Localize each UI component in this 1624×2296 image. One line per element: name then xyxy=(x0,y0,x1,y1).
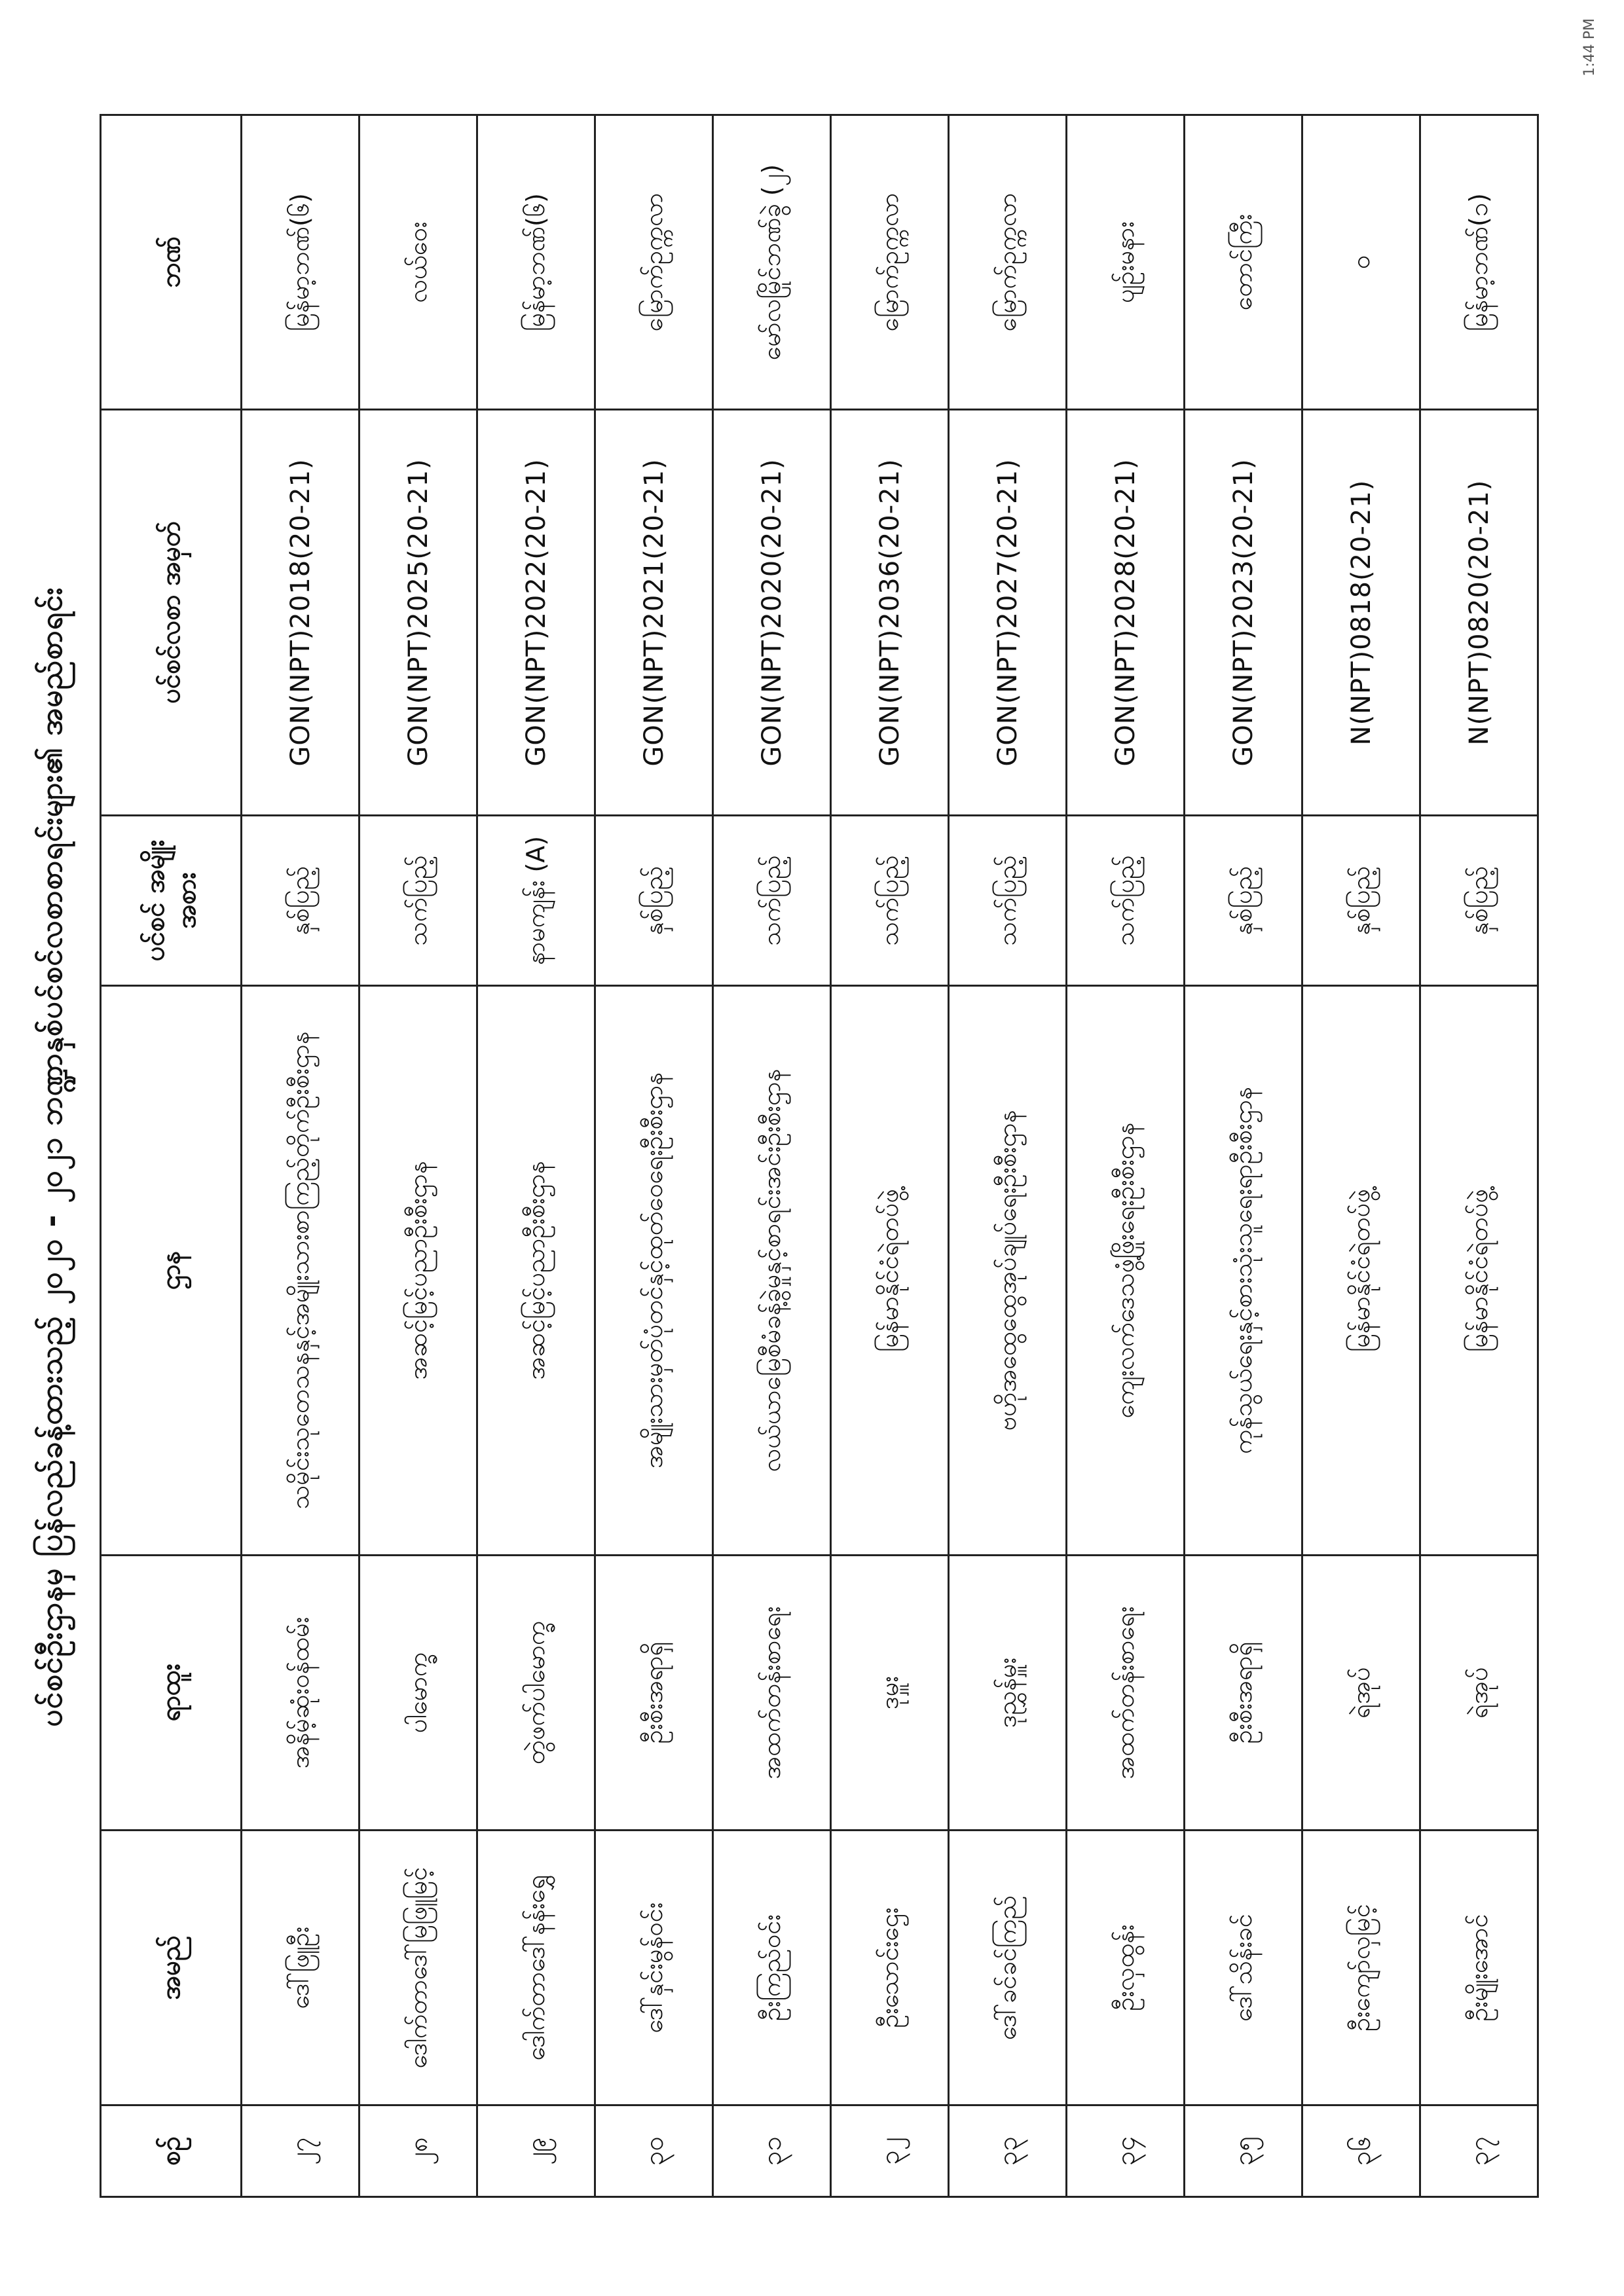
cell-pension-type: နှစ်ပြည့် xyxy=(1302,816,1420,986)
cell-bank: ဝ xyxy=(1302,115,1420,410)
cell-name: ဦးသောင်းဌေး xyxy=(831,1831,949,2105)
cell-sn: ၂၇ xyxy=(242,2105,360,2197)
cell-name: ဦးမျိုးအောင် xyxy=(1420,1831,1538,2105)
header-bank: ဘဏ် xyxy=(101,115,242,410)
cell-sn: ၃၆ xyxy=(1302,2105,1420,2197)
header-department: ဌာန xyxy=(101,986,242,1556)
cell-sn: ၃၁ xyxy=(713,2105,831,2197)
cell-name: ဦးကြည်ဝင်း xyxy=(713,1831,831,2105)
cell-sn: ၂၉ xyxy=(477,2105,595,2197)
cell-pension-type: သက်ပြည့် xyxy=(949,816,1067,986)
cell-bank: မြောက်ဥက္ကလာ xyxy=(595,115,713,410)
table-header-row xyxy=(101,115,242,2197)
cell-department: အဆင့်မြင့်ပညာဦးစီးဌာန xyxy=(477,986,595,1556)
cell-pension-type: နှစ်ပြည့် xyxy=(1420,816,1538,986)
table-row xyxy=(360,115,477,2197)
cell-rank: ဦးစီးအရာရှိ xyxy=(595,1556,713,1831)
cell-rank: ဦးစီးအရာရှိ xyxy=(1185,1556,1302,1831)
cell-sn: ၃၂ xyxy=(831,2105,949,2197)
cell-department: ဗဟိုအထွေထွေအုပ်ချုပ်ရေးဦးစီးဌာန xyxy=(949,986,1067,1556)
cell-name: ဒေါ်သိန်းခင် xyxy=(1185,1831,1302,2105)
cell-rank: ရဲအုပ် xyxy=(1420,1556,1538,1831)
cell-bank: မြန်မာ့ဘဏ်(၁) xyxy=(1420,115,1538,410)
cell-department: မြန်မာနိုင်ငံရဲတပ်ဖွဲ့ xyxy=(831,986,949,1556)
cell-bank: မြောက်ဥက္ကလာ xyxy=(949,115,1067,410)
cell-name: ဒေါ်နှင်းမွန်ဝင်း xyxy=(595,1831,713,2105)
header-pension-type: ပင်စင် အမျိုးအစား xyxy=(101,816,242,986)
cell-sn: ၃၅ xyxy=(1185,2105,1302,2197)
cell-permit-number: N(NPT)0818(20-21) xyxy=(1302,410,1420,816)
table-row xyxy=(477,115,595,2197)
cell-permit-number: N(NPT)0820(20-21) xyxy=(1420,410,1538,816)
cell-sn: ၃၄ xyxy=(1067,2105,1185,2197)
table-row xyxy=(1067,115,1185,2197)
cell-name: ဒေါက်တာဒေါ်မြဖြူမြင့် xyxy=(360,1831,477,2105)
cell-sn: ၂၈ xyxy=(360,2105,477,2197)
cell-department: မြန်မာနိုင်ငံရဲတပ်ဖွဲ့ xyxy=(1302,986,1420,1556)
cell-rank: တွဲဖက်ပါမောက္ခ xyxy=(477,1556,595,1831)
table-row xyxy=(831,115,949,2197)
cell-pension-type: နှစ်ပြည့် xyxy=(242,816,360,986)
table-row xyxy=(1185,115,1302,2197)
pension-table xyxy=(100,114,1539,2198)
cell-sn: ၃၀ xyxy=(595,2105,713,2197)
cell-pension-type: နှစ်ပြည့် xyxy=(595,816,713,986)
cell-rank: အနိမ့်ဆုံးဝန်ထမ်း xyxy=(242,1556,360,1831)
cell-name: ဒေါက်တာဒေါ်နန်းရွှေ xyxy=(477,1831,595,2105)
document-title: ပင်စင်ဦးဌာနမှ ပြန်လည်ခန့်ထားသည့် ၂၀၂၀ - ၂၀၂၁ ဘဏ္ဍာနှစ်ပင်စင်လစာစာရင်းများ၏ အမည်စာရင်း xyxy=(33,587,69,1727)
cell-bank: မြန်မာ့ဘဏ်(၆) xyxy=(242,115,360,410)
cell-pension-type: နာမကျန်း (A) xyxy=(477,816,595,986)
cell-name: ဒေါ်ခင်ခင်ကြည် xyxy=(949,1831,1067,2105)
cell-department: မြန်မာနိုင်ငံရဲတပ်ဖွဲ့ xyxy=(1420,986,1538,1556)
table-row xyxy=(1420,115,1538,2197)
cell-pension-type: သက်ပြည့် xyxy=(713,816,831,986)
header-sn: စဉ် xyxy=(101,2105,242,2197)
cell-pension-type: သက်ပြည့် xyxy=(831,816,949,986)
cell-sn: ၃၇ xyxy=(1420,2105,1538,2197)
cell-name: ဦးကျော်လှမြင့် xyxy=(1302,1831,1420,2105)
cell-rank: အထက်တန်းစာရေး xyxy=(713,1556,831,1831)
cell-department: အမျိုးသားမှတ်ပုံတင်နှင့်ထုတ်ဝေရေးဦးစီးဌာန xyxy=(595,986,713,1556)
cell-bank: မော်လမြိုင်ဘဏ်ခွဲ (၂) xyxy=(713,115,831,410)
cell-bank: လယ်ဝေး xyxy=(360,115,477,410)
cell-permit-number: GON(NPT)2027(20-21) xyxy=(949,410,1067,816)
cell-rank: ဒုမှူး xyxy=(831,1556,949,1831)
cell-department: ကုန်သွယ်ရေးနှင့်စားသုံးသူရေးရာဦးစီးဌာန xyxy=(1185,986,1302,1556)
header-rank: ရာထူး xyxy=(101,1556,242,1831)
cell-permit-number: GON(NPT)2028(20-21) xyxy=(1067,410,1185,816)
table-row xyxy=(1302,115,1420,2197)
header-name: အမည် xyxy=(101,1831,242,2105)
cell-permit-number: GON(NPT)2020(20-21) xyxy=(713,410,831,816)
cell-permit-number: GON(NPT)2021(20-21) xyxy=(595,410,713,816)
cell-name: ဒေါ်ဖြူဦး xyxy=(242,1831,360,2105)
table-row xyxy=(595,115,713,2197)
cell-pension-type: နှစ်ပြည့် xyxy=(1185,816,1302,986)
table-row xyxy=(242,115,360,2197)
table-row xyxy=(713,115,831,2197)
cell-rank: ပါမောက္ခ xyxy=(360,1556,477,1831)
cell-bank: မြန်မာ့ဘဏ်(၆) xyxy=(477,115,595,410)
cell-department: လယ်ယာမြေစီမံခန့်ခွဲမှုနှင့်စာရင်းအင်းဦးစီးဌာန xyxy=(713,986,831,1556)
cell-pension-type: သက်ပြည့် xyxy=(1067,816,1185,986)
cell-permit-number: GON(NPT)2023(20-21) xyxy=(1185,410,1302,816)
cell-permit-number: GON(NPT)2036(20-21) xyxy=(831,410,949,816)
cell-permit-number: GON(NPT)2025(20-21) xyxy=(360,410,477,816)
cell-rank: အထက်တန်းစာရေး xyxy=(1067,1556,1185,1831)
cell-permit-number: GON(NPT)2018(20-21) xyxy=(242,410,360,816)
cell-rank: ဒုညွှန်မှူး xyxy=(949,1556,1067,1831)
cell-bank: ပျဉ်းမနား xyxy=(1067,115,1185,410)
cell-sn: ၃၃ xyxy=(949,2105,1067,2197)
cell-pension-type: သက်ပြည့် xyxy=(360,816,477,986)
cell-bank: တောင်ကြီး xyxy=(1185,115,1302,410)
scan-timestamp: 1:44 PM xyxy=(1581,18,1598,77)
cell-rank: ရဲအုပ် xyxy=(1302,1556,1420,1831)
header-permit-number: ပင်စင်လစာ အမှတ် xyxy=(101,410,242,816)
cell-permit-number: GON(NPT)2022(20-21) xyxy=(477,410,595,816)
cell-department: သမိုင်းသုတေသနနှင့်အမျိုးသားစာကြည့်တိုက်ဦးစီးဌာန xyxy=(242,986,360,1556)
cell-bank: မြောက်ဥက္ကလာ xyxy=(831,115,949,410)
table-row xyxy=(949,115,1067,2197)
cell-department: ကျေးလက်ဒေသဖွံ့ဖြိုးရေးဦးစီးဌာန xyxy=(1067,986,1185,1556)
cell-name: ဦးလှထွန်း xyxy=(1067,1831,1185,2105)
cell-department: အဆင့်မြင့်ပညာဦးစီးဌာန xyxy=(360,986,477,1556)
